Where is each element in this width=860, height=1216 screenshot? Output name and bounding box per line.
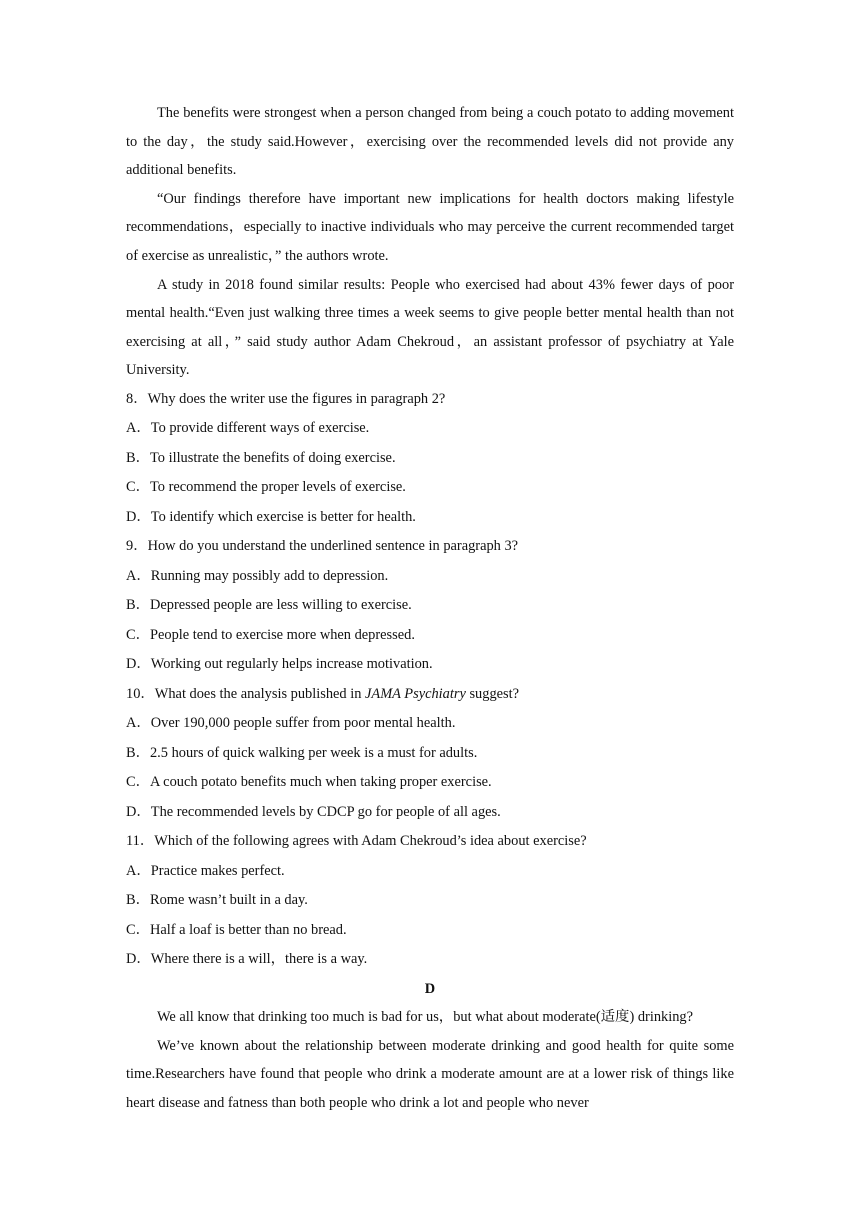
- passage-c-paragraph-3: A study in 2018 found similar results: People who exercised had about 43% fewer days of poor mental health.“Even just walking three times a week seems to give people better mental health than not exercising at all，” said study author Adam Chekroud，an assistant professor of psychiatry at Yale University.: [126, 276, 734, 379]
- option-c: C．To recommend the proper levels of exercise.: [126, 479, 406, 496]
- option-b: B．2.5 hours of quick walking per week is a must for adults.: [126, 744, 478, 761]
- page-content: [126, 99, 734, 1117]
- option-a: A．Practice makes perfect.: [126, 862, 285, 879]
- question-10: [126, 680, 734, 828]
- option-c: C．People tend to exercise more when depressed.: [126, 626, 415, 643]
- option-d: D．Where there is a will，there is a way.: [126, 951, 368, 968]
- passage-d-heading: D: [424, 980, 436, 997]
- question-stem: 9．How do you understand the underlined sentence in paragraph 3?: [126, 538, 519, 555]
- question-stem: 8．Why does the writer use the figures in paragraph 2?: [126, 390, 446, 407]
- passage-c-paragraph-2: “Our findings therefore have important new implications for health doctors making lifestyle recommendations，especially to inactive individuals who may perceive the current recommended target of exercise as unrealistic，” the authors wrote.: [126, 190, 734, 264]
- option-a: A．Running may possibly add to depression.: [126, 567, 389, 584]
- passage-c-paragraph-1: The benefits were strongest when a person changed from being a couch potato to adding movement to the day，the study said.However，exercising over the recommended levels did not provide any additional benefits.: [126, 105, 734, 179]
- option-b: B．Depressed people are less willing to exercise.: [126, 597, 412, 614]
- passage-d-paragraph-2: We’ve known about the relationship between moderate drinking and good health for quite some time.Researchers have found that people who drink a moderate amount are at a lower risk of things like heart disease and fatness than both people who drink a lot and people who never: [126, 1037, 734, 1111]
- option-c: C．A couch potato benefits much when taking proper exercise.: [126, 774, 492, 791]
- question-stem-end: suggest?: [465, 685, 520, 702]
- option-b: B．Rome wasn’t built in a day.: [126, 892, 308, 909]
- question-8: [126, 385, 734, 533]
- question-stem: 11．Which of the following agrees with Adam Chekroud’s idea about exercise?: [126, 833, 587, 850]
- option-d: D．The recommended levels by CDCP go for people of all ages.: [126, 803, 501, 820]
- question-9: [126, 532, 734, 680]
- passage-d-paragraph-1: We all know that drinking too much is bad for us，but what about moderate(适度) drinking?: [157, 1008, 693, 1025]
- option-a: A．Over 190,000 people suffer from poor mental health.: [126, 715, 456, 732]
- option-d: D．To identify which exercise is better for health.: [126, 508, 416, 525]
- question-stem: [126, 680, 734, 710]
- option-b: B．To illustrate the benefits of doing exercise.: [126, 449, 396, 466]
- journal-title: JAMA Psychiatry: [365, 685, 466, 702]
- question-stem-start: 10．What does the analysis published in: [126, 685, 366, 702]
- question-11: [126, 827, 734, 975]
- option-a: A．To provide different ways of exercise.: [126, 420, 370, 437]
- option-d: D．Working out regularly helps increase motivation.: [126, 656, 433, 673]
- option-c: C．Half a loaf is better than no bread.: [126, 921, 347, 938]
